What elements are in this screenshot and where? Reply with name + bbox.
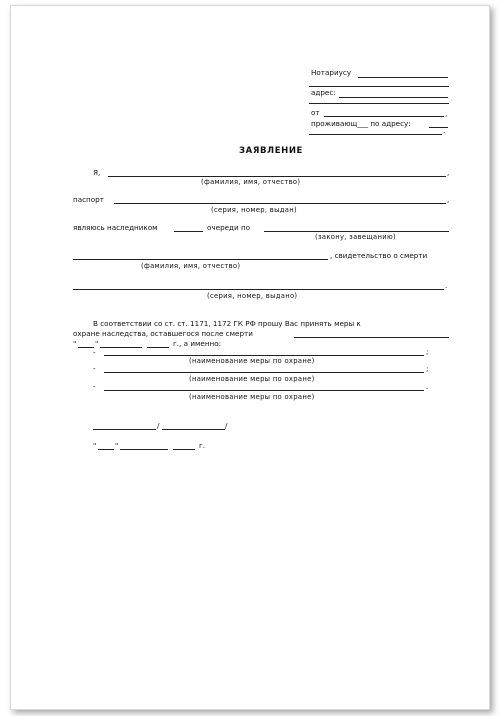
certificate-period: . [445, 281, 448, 290]
document-page [10, 5, 490, 710]
measure-line-2 [104, 372, 424, 373]
notary-label: Нотариусу [311, 68, 352, 77]
measure-caption-3: (наименование меры по охране) [189, 393, 315, 401]
measure-period-3: . [426, 382, 429, 391]
measure-semicolon-1: ; [426, 347, 429, 356]
sign-date-year-suffix: г. [199, 441, 206, 450]
signature-line [93, 429, 156, 430]
date-month-line [100, 347, 142, 348]
notary-line [358, 77, 448, 78]
date-tail: г., а именно: [173, 339, 222, 348]
measure-semicolon-2: ; [426, 364, 429, 373]
i-label: Я, [93, 168, 101, 177]
measure-line-3 [104, 390, 424, 391]
address-line-2 [309, 103, 449, 104]
sign-date-quote-open: " [93, 441, 97, 450]
fio-line [108, 176, 446, 177]
measure-caption-1: (наименование меры по охране) [189, 357, 315, 365]
heir-label: являюсь наследником [73, 223, 158, 232]
paragraph-line-1: В соответствии со ст. ст. 1171, 1172 ГК РФ прошу Вас принять меры к [93, 319, 361, 328]
date-quote-open: " [73, 339, 77, 348]
from-line [324, 116, 444, 117]
paragraph-line-2: охране наследства, оставшегося после смерти [73, 329, 253, 338]
residing-period: . [443, 126, 446, 135]
sign-date-day-line [98, 449, 114, 450]
basis-caption: (закону, завещанию) [315, 233, 396, 241]
from-label: от [311, 108, 320, 117]
document-title: ЗАЯВЛЕНИЕ [239, 146, 303, 156]
residing-line-2 [309, 134, 442, 135]
passport-caption: (серия, номер, выдан) [211, 206, 297, 214]
date-year-line [147, 347, 169, 348]
passport-comma: , [447, 195, 450, 204]
address-line [339, 97, 448, 98]
order-label: очереди по [207, 223, 251, 232]
sign-date-quote-close: " [115, 441, 119, 450]
measure-dash-1: - [93, 348, 96, 357]
certificate-caption: (серия, номер, выдано) [207, 292, 298, 300]
passport-line [114, 203, 446, 204]
fio-caption: (фамилия, имя, отчество) [201, 178, 301, 186]
from-comma: , [445, 109, 448, 118]
order-line [174, 231, 203, 232]
passport-label: паспорт [73, 195, 104, 204]
sign-date-month-line [120, 449, 168, 450]
deceased-name-line [294, 337, 449, 338]
residing-label: проживающ___ по адресу: [311, 119, 411, 128]
signature-name-line [162, 429, 225, 430]
basis-line [264, 231, 449, 232]
death-cert-label: , свидетельство о смерти [330, 251, 428, 260]
address-label: адрес: [311, 88, 336, 97]
date-quote-close: " [95, 339, 99, 348]
sign-date-year-line [173, 449, 195, 450]
date-day-line [78, 347, 94, 348]
measure-line-1 [104, 355, 424, 356]
notary-line-2 [309, 86, 449, 87]
measure-caption-2: (наименование меры по охране) [189, 375, 315, 383]
measure-dash-3: - [93, 382, 96, 391]
measure-dash-2: - [93, 364, 96, 373]
certificate-line [73, 289, 444, 290]
deceased-caption: (фамилия, имя, отчество) [141, 262, 241, 270]
signature-slash-2: / [225, 421, 228, 430]
fio-comma: , [447, 168, 450, 177]
signature-slash-1: / [157, 421, 160, 430]
deceased-line [73, 259, 328, 260]
